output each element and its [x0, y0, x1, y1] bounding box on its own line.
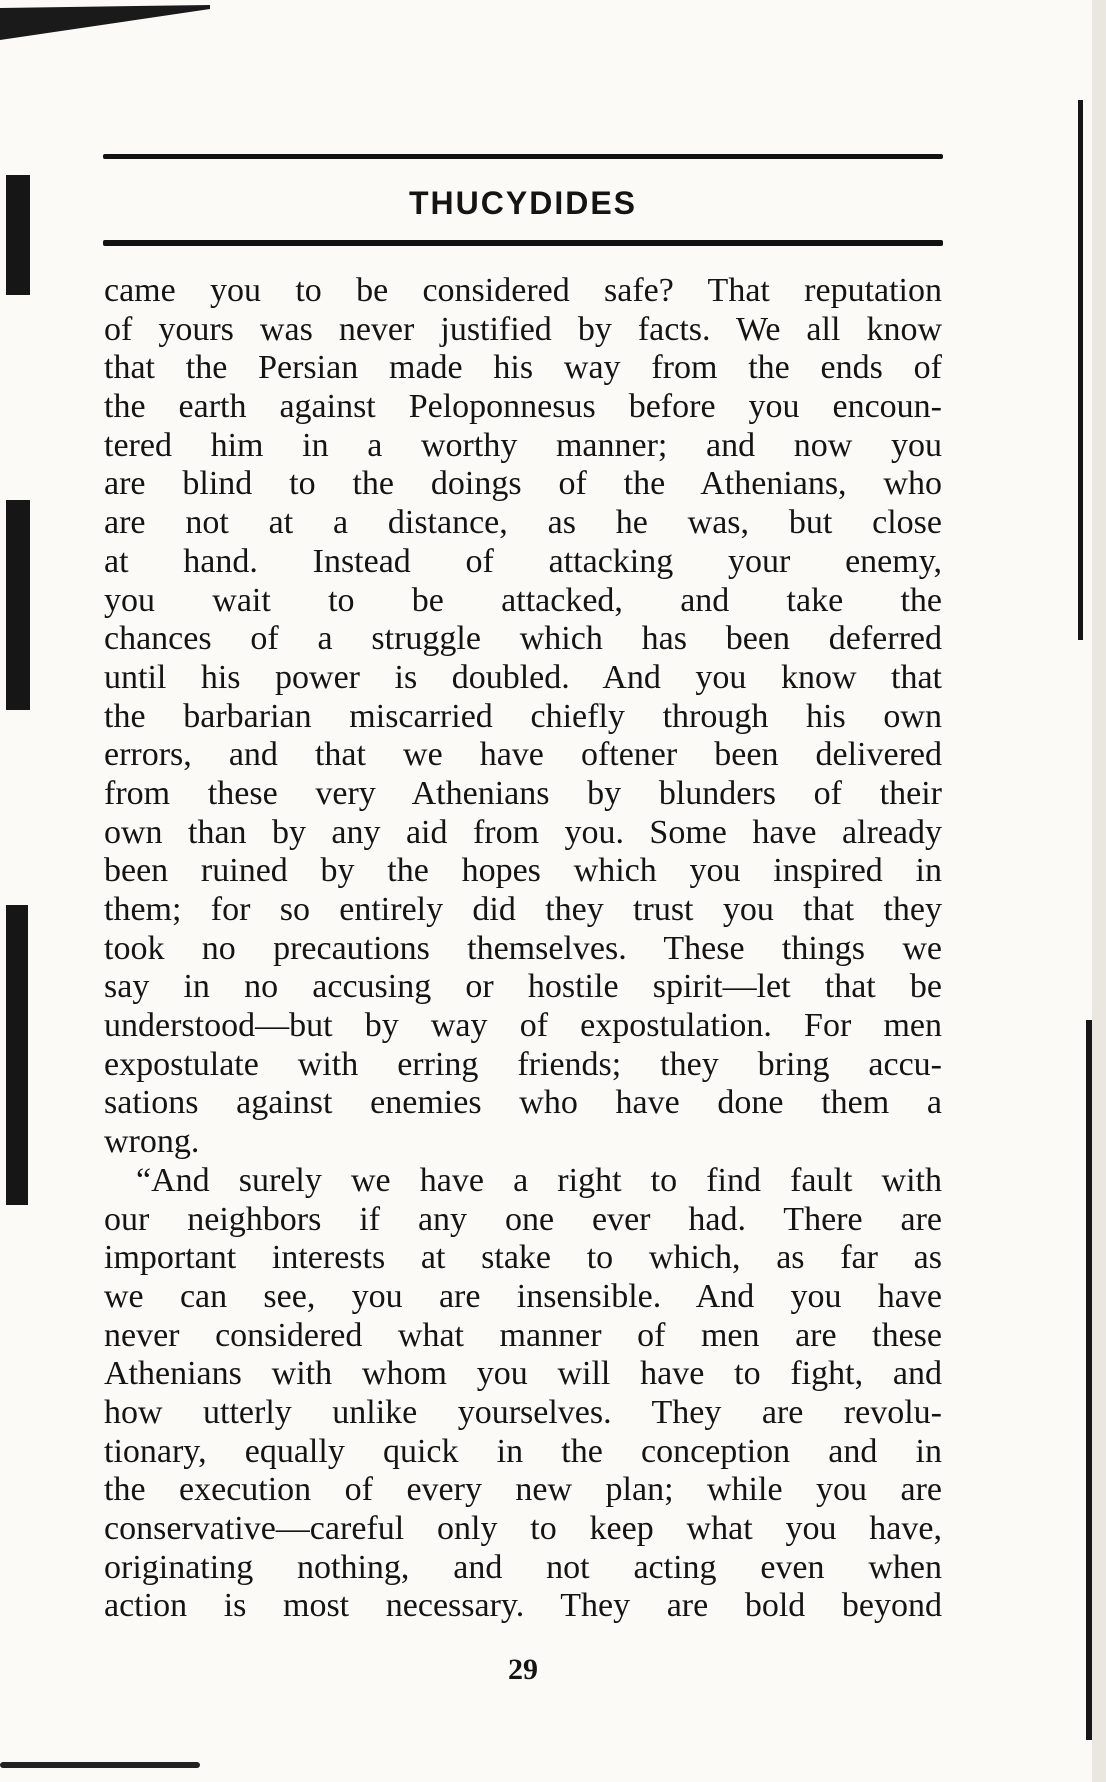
- text-line: never considered what manner of men are these: [104, 1316, 942, 1354]
- scan-binding-mark: [6, 175, 30, 295]
- text-line: the earth against Peloponnesus before you encoun-: [104, 388, 942, 426]
- text-line: originating nothing, and not acting even when: [104, 1548, 942, 1586]
- text-line: you wait to be attacked, and take the: [104, 581, 942, 619]
- text-line: the execution of every new plan; while you are: [104, 1471, 942, 1509]
- text-line: the barbarian miscarried chiefly through his own: [104, 697, 942, 735]
- running-head: THUCYDIDES: [408, 185, 637, 221]
- text-line: say in no accusing or hostile spirit—let that be: [104, 968, 942, 1006]
- text-line: errors, and that we have oftener been delivered: [104, 736, 942, 774]
- page-corner-shadow: [0, 0, 210, 40]
- text-line: of yours was never justified by facts. We all know: [104, 310, 942, 348]
- text-line: we can see, you are insensible. And you have: [104, 1277, 942, 1315]
- text-line: chances of a struggle which has been deferred: [104, 620, 942, 658]
- text-line: how utterly unlike yourselves. They are revolu-: [104, 1393, 942, 1431]
- text-line: important interests at stake to which, as far as: [104, 1239, 942, 1277]
- scan-binding-mark: [6, 500, 30, 710]
- page-right-edge: [1092, 0, 1106, 1782]
- paragraph-last-line: wrong.: [104, 1123, 200, 1161]
- scan-binding-mark: [6, 905, 28, 1205]
- page-number: 29: [508, 1653, 538, 1686]
- text-line: tionary, equally quick in the conception and in: [104, 1432, 942, 1470]
- scan-bottom-mark: [0, 1762, 200, 1768]
- text-line: understood—but by way of expostulation. For men: [104, 1007, 942, 1045]
- text-line: our neighbors if any one ever had. There are: [104, 1200, 942, 1238]
- text-line: took no precautions themselves. These things we: [104, 929, 942, 967]
- header-rule-bottom: [103, 240, 943, 246]
- header-rule-top: [103, 154, 943, 159]
- text-line: from these very Athenians by blunders of their: [104, 774, 942, 812]
- text-line: are blind to the doings of the Athenians, who: [104, 465, 942, 503]
- text-line: tered him in a worthy manner; and now you: [104, 426, 942, 464]
- text-line: conservative—careful only to keep what you have,: [104, 1510, 942, 1547]
- scan-edge-line: [1086, 1020, 1092, 1740]
- paragraph-first-line: “And surely we have a right to find fault with: [136, 1161, 942, 1199]
- text-line: came you to be considered safe? That reputation: [104, 272, 942, 309]
- body-text: [104, 272, 942, 1626]
- text-line: action is most necessary. They are bold beyond: [104, 1587, 942, 1625]
- text-line: them; for so entirely did they trust you that they: [104, 891, 942, 928]
- text-line: expostulate with erring friends; they bring accu-: [104, 1045, 942, 1083]
- text-line: until his power is doubled. And you know that: [104, 658, 942, 696]
- text-line: at hand. Instead of attacking your enemy,: [104, 542, 942, 580]
- text-line: been ruined by the hopes which you inspired in: [104, 852, 942, 890]
- text-line: are not at a distance, as he was, but close: [104, 504, 942, 542]
- text-line: Athenians with whom you will have to fight, and: [104, 1355, 942, 1393]
- text-line: sations against enemies who have done them a: [104, 1084, 942, 1122]
- text-line: that the Persian made his way from the ends of: [104, 349, 942, 387]
- text-line: own than by any aid from you. Some have already: [104, 813, 942, 851]
- scan-edge-line: [1078, 100, 1083, 640]
